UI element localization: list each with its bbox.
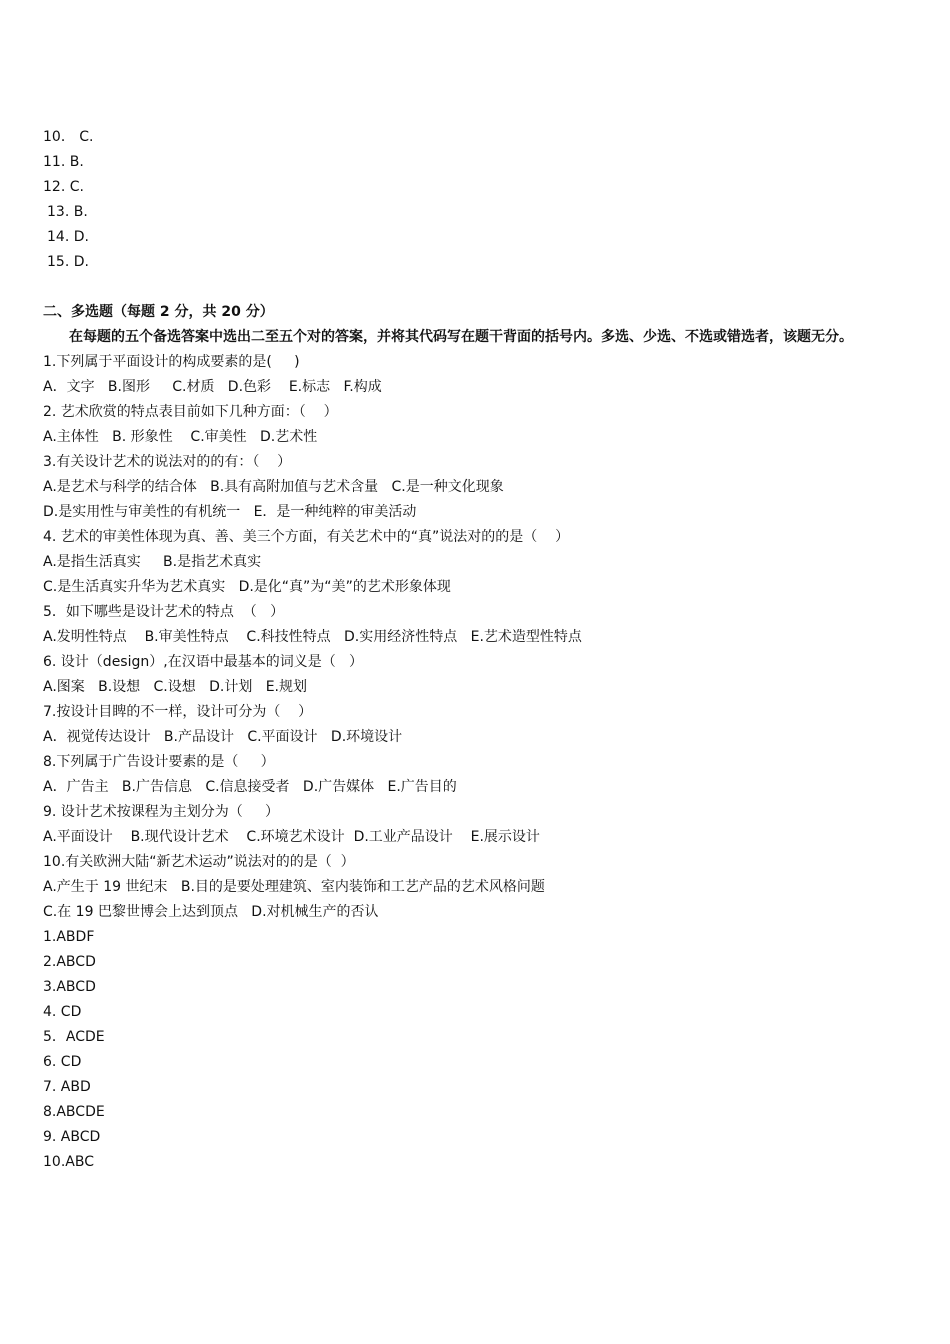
options-line: A．视觉传达设计 B.产品设计 C.平面设计 D.环境设计 — [43, 729, 403, 745]
options-line: A．文字 B.图形 C.材质 D.色彩 E.标志 F.构成 — [43, 379, 382, 395]
options-line: A.发明性特点 B.审美性特点 C.科技性特点 D.实用经济性特点 E.艺术造型性特点 — [43, 629, 582, 645]
options-line: A．广告主 B.广告信息 C.信息接受者 D.广告媒体 E.广告目的 — [43, 779, 457, 795]
options-line: A.是指生活真实 B.是指艺术真实 — [43, 554, 262, 570]
options-line: A.平面设计 B.现代设计艺术 C.环境艺术设计 D.工业产品设计 E.展示设计 — [43, 829, 540, 845]
answer-line: 3.ABCD — [43, 979, 96, 995]
answer-line: 8.ABCDE — [43, 1104, 105, 1120]
question-line: 2. 艺术欣赏的特点表目前如下几种方面：（ ） — [43, 404, 338, 420]
prev-answer-line: 10． C. — [43, 129, 94, 145]
answer-line: 10.ABC — [43, 1154, 94, 1170]
answer-line: 4. CD — [43, 1004, 82, 1020]
question-line: 6. 设计（design）,在汉语中最基本的词义是（ ） — [43, 654, 364, 670]
options-line: A.产生于 19 世纪末 B.目的是要处理建筑、室内装饰和工艺产品的艺术风格问题 — [43, 879, 545, 895]
section-gap — [43, 275, 913, 300]
prev-answer-line: 15. D. — [47, 254, 89, 270]
section-heading: 二、多选题（每题 2 分，共 20 分） — [43, 304, 274, 320]
question-line: 10.有关欧洲大陆“新艺术运动”说法对的的是（ ） — [43, 854, 355, 870]
document-page — [43, 125, 913, 1175]
prev-answer-line: 14. D. — [47, 229, 89, 245]
question-line: 4. 艺术的审美性体现为真、善、美三个方面，有关艺术中的“真”说法对的的是（ ） — [43, 529, 570, 545]
options-line: A.是艺术与科学的结合体 B.具有高附加值与艺术含量 C.是一种文化现象 — [43, 479, 504, 495]
options-line: D.是实用性与审美性的有机统一 E．是一种纯粹的审美活动 — [43, 504, 417, 520]
options-line: A.主体性 B. 形象性 C.审美性 D.艺术性 — [43, 429, 318, 445]
question-line: 7.按设计目睥的不一样，设计可分为（ ） — [43, 704, 313, 720]
options-line: C.是生活真实升华为艺术真实 D.是化“真”为“美”的艺术形象体现 — [43, 579, 451, 595]
question-line: 1.下列属于平面设计的构成要素的是( ) — [43, 354, 300, 370]
answer-line: 7. ABD — [43, 1079, 91, 1095]
section-instruction: 在每题的五个备选答案中选出二至五个对的答案，并将其代码写在题干背面的括号内。多选、少选、不选或错选者，该题无分。 — [69, 329, 853, 345]
answer-line: 2.ABCD — [43, 954, 96, 970]
question-line: 3.有关设计艺术的说法对的的有：（ ） — [43, 454, 292, 470]
question-line: 8.下列属于广告设计要素的是（ ） — [43, 754, 275, 770]
question-line: 9. 设计艺术按课程为主划分为（ ） — [43, 804, 280, 820]
prev-answer-line: 12. C. — [43, 179, 84, 195]
question-line: 5．如下哪些是设计艺术的特点 （ ） — [43, 604, 285, 620]
answer-line: 6. CD — [43, 1054, 82, 1070]
prev-answer-line: 13. B. — [47, 204, 88, 220]
answer-line: 5．ACDE — [43, 1029, 105, 1045]
answer-line: 9. ABCD — [43, 1129, 101, 1145]
options-line: A.图案 B.设想 C.设想 D.计划 E.规划 — [43, 679, 307, 695]
options-line: C.在 19 巴黎世博会上达到顶点 D.对机械生产的否认 — [43, 904, 379, 920]
prev-answer-line: 11. B. — [43, 154, 84, 170]
answer-line: 1.ABDF — [43, 929, 95, 945]
